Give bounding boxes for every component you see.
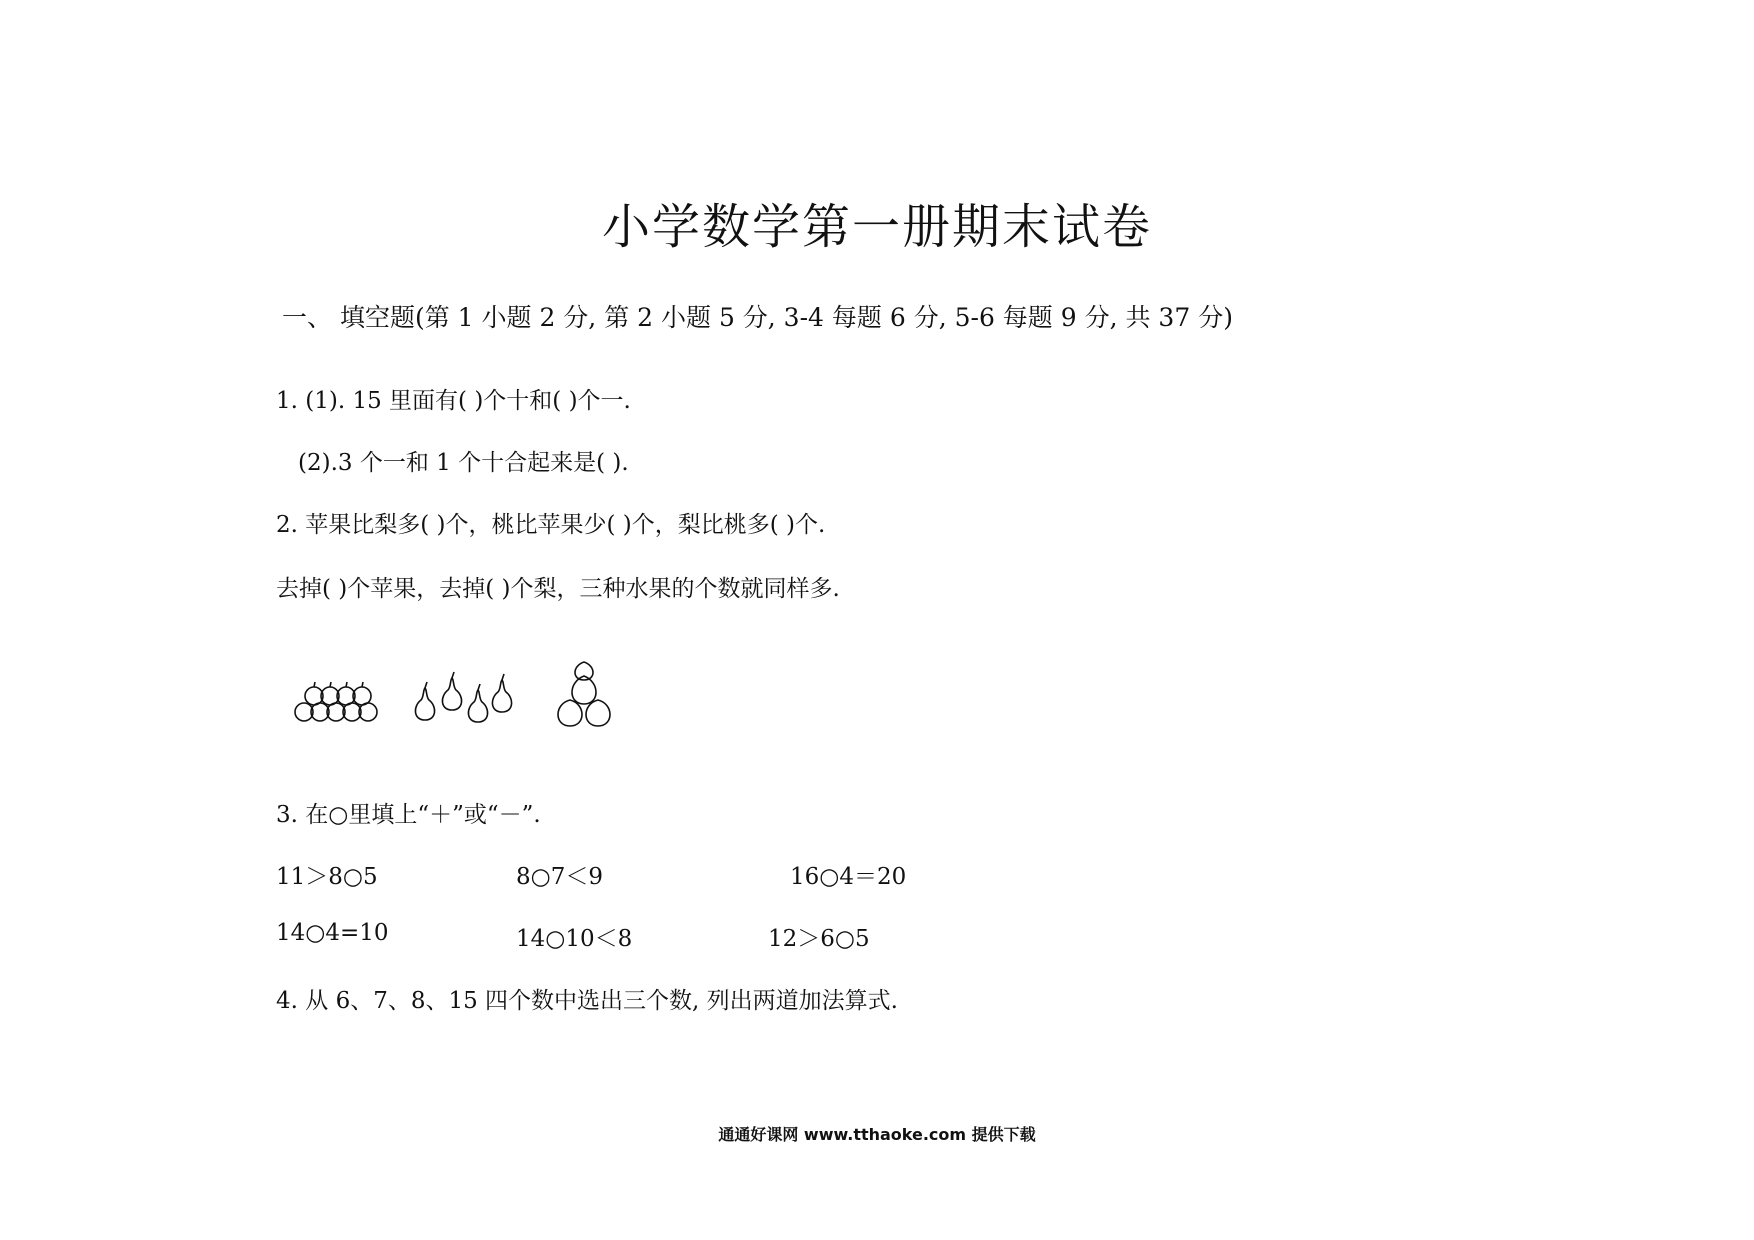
equation: 14○10＜8 bbox=[516, 926, 633, 952]
question-1-part-1: 1. (1). 15 里面有( )个十和( )个一. bbox=[276, 388, 631, 414]
question-4: 4. 从 6、7、8、15 四个数中选出三个数, 列出两道加法算式. bbox=[276, 988, 898, 1014]
question-2-line-2: 去掉( )个苹果，去掉( )个梨，三种水果的个数就同样多. bbox=[276, 576, 840, 602]
page-title: 小学数学第一册期末试卷 bbox=[601, 199, 1152, 255]
equation: 12＞6○5 bbox=[768, 926, 870, 952]
section-heading: 一、 填空题(第 1 小题 2 分, 第 2 小题 5 分, 3-4 每题 6 分, 5-6 每题 9 分, 共 37 分) bbox=[282, 303, 1233, 332]
equation: 11＞8○5 bbox=[276, 864, 378, 890]
question-3-prompt: 3. 在○里填上“＋”或“－”. bbox=[276, 802, 541, 828]
pears-icon bbox=[415, 672, 511, 722]
apples-icon bbox=[295, 682, 377, 721]
equation: 14○4=10 bbox=[276, 920, 389, 946]
equation: 8○7＜9 bbox=[516, 864, 603, 890]
fruit-illustration bbox=[290, 660, 650, 730]
equation: 16○4＝20 bbox=[790, 864, 907, 890]
question-2-line-1: 2. 苹果比梨多( )个，桃比苹果少( )个，梨比桃多( )个. bbox=[276, 512, 826, 538]
footer-source: 通通好课网 www.tthaoke.com 提供下载 bbox=[718, 1125, 1036, 1144]
peaches-icon bbox=[558, 662, 610, 726]
question-1-part-2: (2).3 个一和 1 个十合起来是( ). bbox=[298, 450, 629, 476]
